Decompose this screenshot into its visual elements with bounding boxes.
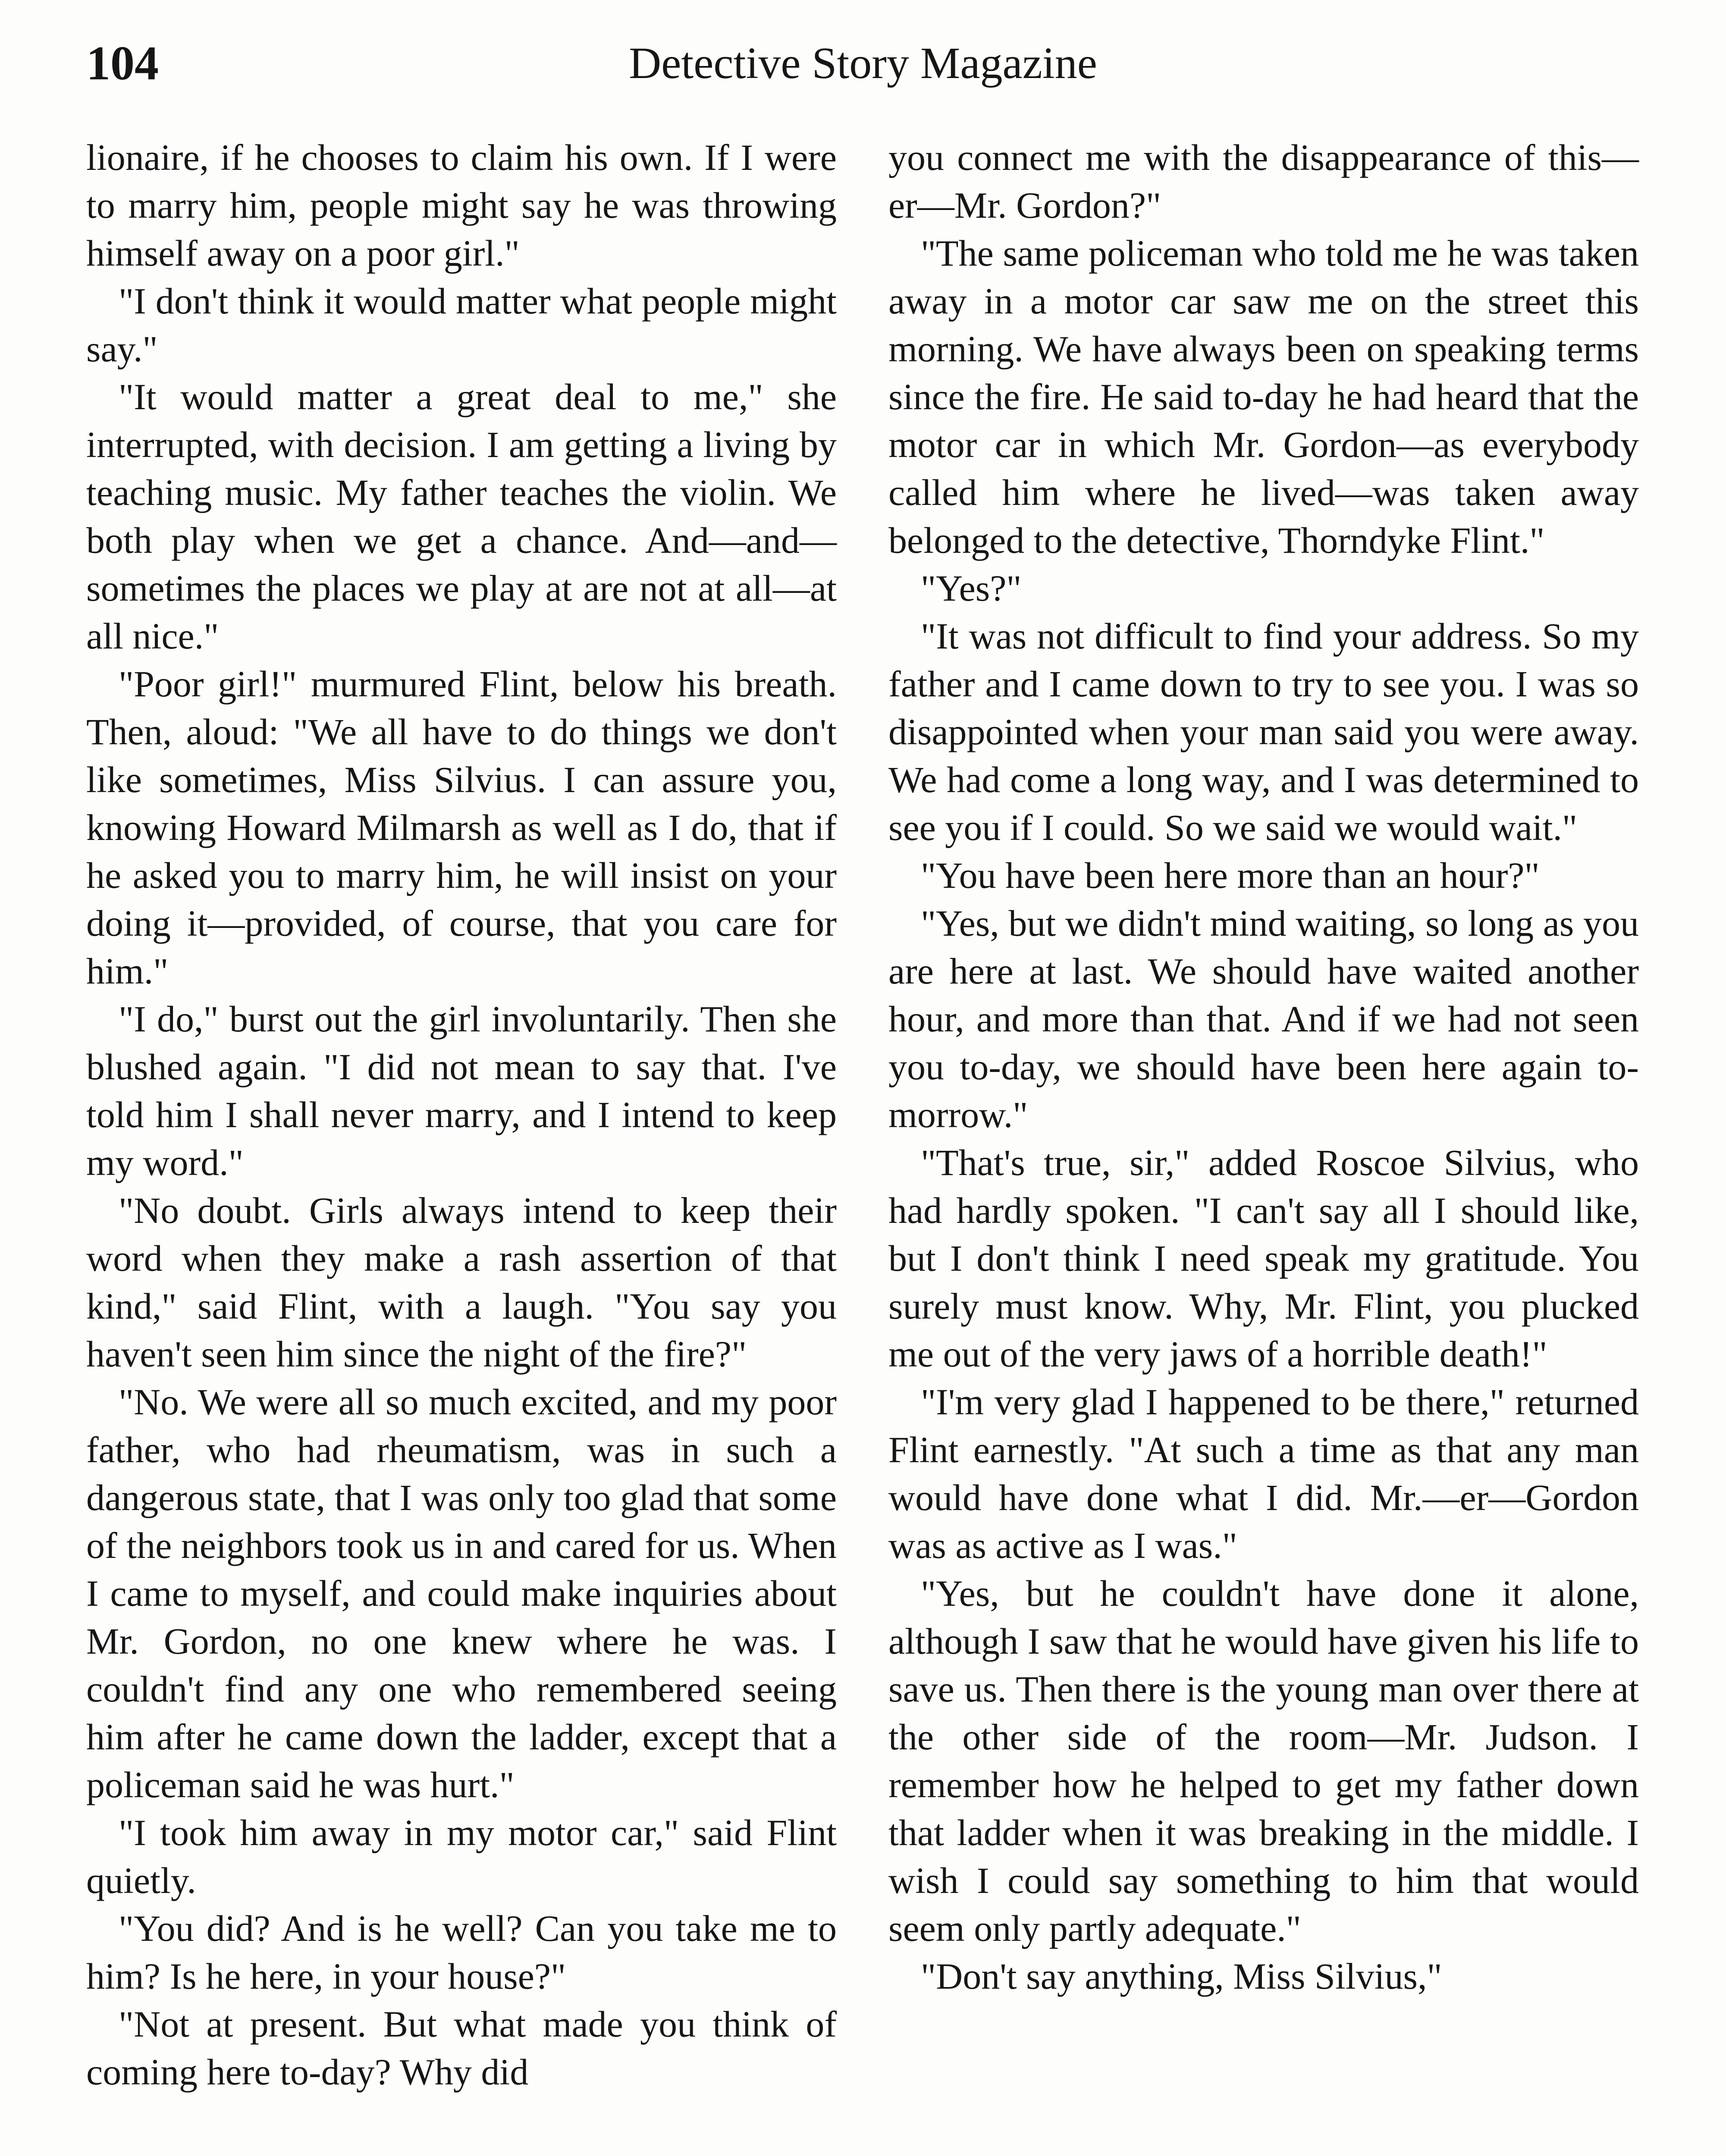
paragraph: "Not at present. But what made you think of coming here to-day? Why did — [86, 2003, 837, 2093]
paragraph: "It would matter a great deal to me," she interrupted, with decision. I am getting a living by teaching music. My father teaches the violin. We both play when we get a chance. And—and—sometimes the places we play at are not at all—at all nice." — [86, 376, 837, 657]
paragraph: "Poor girl!" murmured Flint, below his breath. Then, aloud: "We all have to do things we don't like sometimes, Miss Silvius. I can assure you, knowing Howard Milmarsh as well as I do, that if he asked you to marry him, he will insist on your doing it—provided, of course, that you care for him." — [86, 663, 837, 992]
paragraph: "You did? And is he well? Can you take me to him? Is he here, in your house?" — [86, 1908, 837, 1997]
right-column — [888, 134, 1639, 2000]
paragraph: you connect me with the disappearance of this—er—Mr. Gordon?" — [888, 137, 1639, 226]
paragraph: "It was not difficult to find your address. So my father and I came down to try to see you. I was so disappointed when your man said you were away. We had come a long way, and I was determined to see you if I could. So we said we would wait." — [888, 615, 1639, 848]
paragraph: "No. We were all so much excited, and my poor father, who had rheumatism, was in such a dangerous state, that I was only too glad that some of the neighbors took us in and cared for us. When I came to myself, and could make inquiries about Mr. Gordon, no one knew where he was. I couldn't find any one who remembered seeing him after he came down the ladder, except that a policeman said he was hurt." — [86, 1381, 837, 1805]
page-number: 104 — [86, 37, 159, 90]
paragraph: "I do," burst out the girl involuntarily. Then she blushed again. "I did not mean to say that. I've told him I shall never marry, and I intend to keep my word." — [86, 998, 837, 1183]
paragraph: "I'm very glad I happened to be there," returned Flint earnestly. "At such a time as that any man would have done what I did. Mr.—er—Gordon was as active as I was." — [888, 1381, 1639, 1566]
paragraph: "I took him away in my motor car," said Flint quietly. — [86, 1812, 837, 1901]
paragraph: "You have been here more than an hour?" — [921, 855, 1540, 896]
paragraph: lionaire, if he chooses to claim his own. If I were to marry him, people might say he was throwing himself away on a poor girl." — [86, 137, 837, 274]
magazine-title: Detective Story Magazine — [629, 38, 1097, 88]
page-header — [86, 31, 1640, 96]
paragraph: "Yes, but we didn't mind waiting, so long as you are here at last. We should have waited another hour, and more than that. And if we had not seen you to-day, we should have been here again to-morrow." — [888, 903, 1639, 1135]
paragraph: "Don't say anything, Miss Silvius," — [921, 1955, 1442, 1997]
paragraph: "That's true, sir," added Roscoe Silvius, who had hardly spoken. "I can't say all I should like, but I don't think I need speak my gratitude. You surely must know. Why, Mr. Flint, you plucked me out of the very jaws of a horrible death!" — [888, 1142, 1639, 1375]
paragraph: "Yes?" — [921, 567, 1022, 609]
paragraph: "The same policeman who told me he was taken away in a motor car saw me on the street this morning. We have always been on speaking terms since the fire. He said to-day he had heard that the motor car in which Mr. Gordon—as everybody called him where he lived—was taken away belonged to the detective, Thorndyke Flint." — [888, 232, 1639, 561]
paragraph: "No doubt. Girls always intend to keep their word when they make a rash assertion of that kind," said Flint, with a laugh. "You say you haven't seen him since the night of the fire?" — [86, 1190, 837, 1375]
paragraph: "Yes, but he couldn't have done it alone, although I saw that he would have given his life to save us. Then there is the young man over there at the other side of the room—Mr. Judson. I remember how he helped to get my father down that ladder when it was breaking in the middle. I wish I could say something to him that would seem only partly adequate." — [888, 1573, 1639, 1949]
left-column — [86, 134, 837, 2096]
paragraph: "I don't think it would matter what people might say." — [86, 280, 837, 370]
